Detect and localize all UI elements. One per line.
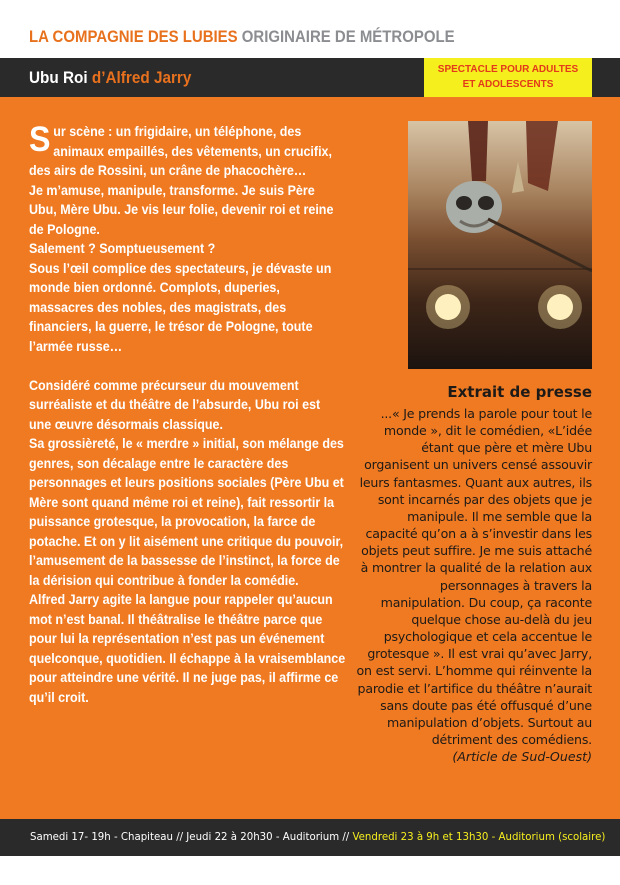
play-author: d’Alfred Jarry	[91, 68, 192, 87]
press-title: Extrait de presse	[447, 383, 592, 401]
press-quote: ...« Je prends la parole pour tout le monde », dit le comédien, «L’idée étant que père et mère Ubu organisent un univers censé assouvir leurs fantasmes. Quant aux autres, ils sont incarnés par des objets que je manipule. Il me semble que la capacité qu’on a à s’investir dans les objets peut suffire. Je me suis attaché à montrer la qualité de la relation aux personnages à travers la manipulation. Du coup, ça raconte quelque chose au-delà du jeu psychologique et cela accentue le grotesque ». Il est vrai qu’avec Jarry, on est servi. L’homme qui réinvente la parodie et l’artifice du théâtre n’aurait sans doute pas été offusqué d’une manipulation d’objets. Surtout au détriment des comédiens.	[356, 406, 592, 747]
press-excerpt	[354, 383, 592, 765]
audience-line-1: SPECTACLE POUR ADULTES	[437, 64, 579, 75]
main-article	[29, 122, 345, 707]
intro-text: ur scène : un frigidaire, un téléphone, des animaux empaillés, des vêtements, un crucifix, des airs de Rossini, un crâne de phacochère…	[29, 124, 332, 178]
schedule-school: Vendredi 23 à 9h et 13h30 - Auditorium (scolaire)	[352, 832, 606, 843]
company-origin: ORIGINAIRE DE MÉTROPOLE	[241, 27, 455, 46]
puppet-illustration	[408, 121, 592, 369]
paragraph-manipulate: Je m’amuse, manipule, transforme. Je suis Père Ubu, Mère Ubu. Je vis leur folie, devenir roi et reine de Pologne.	[29, 182, 334, 237]
play-title: Ubu Roi	[29, 68, 88, 87]
schedule-main: Samedi 17- 19h - Chapiteau // Jeudi 22 à 20h30 - Auditorium //	[30, 832, 353, 843]
paragraph-grossness: Sa grossièreté, le « merdre » initial, son mélange des genres, son décalage entre le caractère des personnages et leurs positions sociales (Père Ubu et Mère sont quand même roi et reine), fait ressortir la puissance grotesque, la provocation, la farce de potache. Et on y lit aisément une critique du pouvoir, l’amusement de la bassesse de l’instinct, la force de la dérision qui contribue à fonder la comédie.	[29, 436, 344, 588]
company-heading	[29, 27, 455, 47]
schedule-footer	[0, 819, 620, 856]
show-title	[29, 68, 191, 88]
paragraph-intro	[29, 122, 345, 181]
press-source: (Article de Sud-Ouest)	[452, 749, 592, 765]
audience-badge	[424, 58, 592, 97]
paragraph-language: Alfred Jarry agite la langue pour rappeler qu’aucun mot n’est banal. Il théâtralise le théâtre parce que pour lui la représentation n’est pas un événement quelconque, quotidien. Il échappe à la vraisemblance pour atteindre une vérité. Il ne juge pas, il affirme ce qu’il croit.	[29, 592, 346, 705]
paragraph-question: Salement ? Somptueusement ?	[29, 241, 216, 256]
paragraph-gap	[29, 356, 345, 376]
drop-cap: S	[29, 120, 51, 159]
paragraph-precursor: Considéré comme précurseur du mouvement surréaliste et du théâtre de l’absurde, Ubu roi est une œuvre désormais classique.	[29, 377, 321, 432]
company-name: LA COMPAGNIE DES LUBIES	[29, 27, 238, 46]
audience-line-2: ET ADOLESCENTS	[462, 79, 554, 90]
paragraph-devastation: Sous l’œil complice des spectateurs, je dévaste un monde bien ordonné. Complots, duperies, massacres des nobles, des magistrats, des financiers, la guerre, le trésor de Pologne, toute l’armée russe…	[29, 260, 332, 354]
show-photo	[408, 121, 592, 369]
